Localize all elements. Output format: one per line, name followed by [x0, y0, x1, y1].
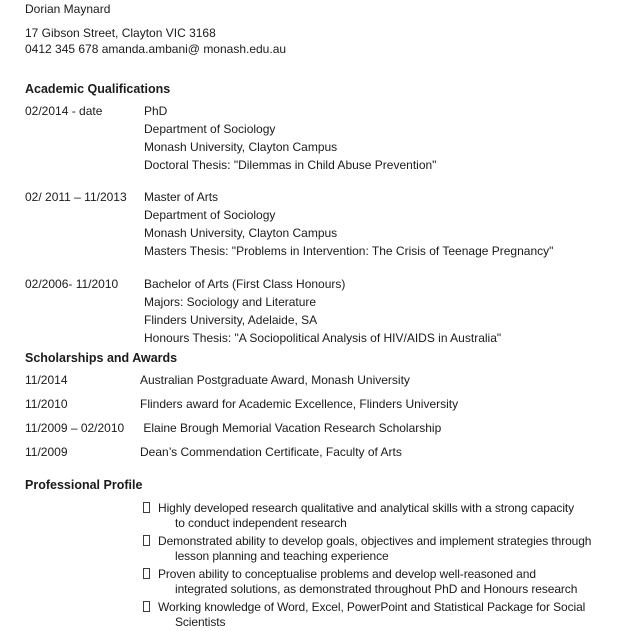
profile-bullet-text: to conduct independent research: [175, 516, 347, 530]
section-title-professional-profile: Professional Profile: [25, 478, 143, 492]
qualification-details: [144, 102, 627, 174]
award-date: 11/2009: [25, 445, 68, 459]
qualification-line: Honours Thesis: "A Sociopolitical Analysis of HIV/AIDS in Australia": [144, 331, 502, 345]
qualification-details: [144, 188, 627, 260]
award-date: 11/2010: [25, 397, 68, 411]
award-entry: [25, 421, 627, 436]
profile-bullet: [25, 600, 627, 630]
profile-bullet-text: Scientists: [175, 615, 226, 629]
profile-bullet-text: lesson planning and teaching experience: [175, 549, 389, 563]
profile-bullet-text: Highly developed research qualitative and analytical skills with a strong capacity: [158, 501, 575, 515]
qualification-entry: [25, 102, 627, 174]
profile-bullet-text: integrated solutions, as demonstrated throughout PhD and Honours research: [175, 582, 578, 596]
address-line: 17 Gibson Street, Clayton VIC 3168: [25, 26, 216, 40]
qualification-entry: [25, 188, 627, 260]
qualification-entry: [25, 275, 627, 347]
phone-email-line: 0412 345 678 amanda.ambani@ monash.edu.au: [25, 42, 287, 56]
missing-glyph-bullet-icon: [143, 568, 150, 579]
missing-glyph-bullet-icon: [143, 601, 150, 612]
profile-bullet-list: [25, 501, 627, 630]
contact-block: [25, 25, 627, 57]
award-text: Flinders award for Academic Excellence, Flinders University: [140, 397, 459, 411]
award-text: Australian Postgraduate Award, Monash University: [140, 373, 410, 387]
award-entry: [25, 445, 627, 460]
qualification-line: PhD: [144, 104, 168, 118]
qualification-date: 02/ 2011 – 11/2013: [25, 190, 127, 204]
qualification-details: [144, 275, 627, 347]
award-entry: [25, 373, 627, 388]
qualification-line: Bachelor of Arts (First Class Honours): [144, 277, 346, 291]
award-entry: [25, 397, 627, 412]
qualification-line: Monash University, Clayton Campus: [144, 226, 338, 240]
profile-bullet: [25, 534, 627, 564]
profile-bullet-text: Demonstrated ability to develop goals, objectives and implement strategies through: [158, 534, 592, 548]
profile-bullet: [25, 501, 627, 531]
section-title-academic-qualifications: Academic Qualifications: [25, 82, 171, 96]
section-title-scholarships-awards: Scholarships and Awards: [25, 351, 178, 365]
profile-bullet-text: Proven ability to conceptualise problems and develop well-reasoned and: [158, 567, 536, 581]
qualification-line: Monash University, Clayton Campus: [144, 140, 338, 154]
qualification-line: Department of Sociology: [144, 122, 276, 136]
qualification-line: Doctoral Thesis: "Dilemmas in Child Abuse Prevention": [144, 158, 437, 172]
missing-glyph-bullet-icon: [143, 535, 150, 546]
qualification-date: 02/2006- 11/2010: [25, 277, 119, 291]
award-text: Elaine Brough Memorial Vacation Research Scholarship: [140, 421, 442, 435]
qualification-line: Flinders University, Adelaide, SA: [144, 313, 318, 327]
award-text: Dean’s Commendation Certificate, Faculty of Arts: [140, 445, 402, 459]
person-name: Dorian Maynard: [25, 2, 111, 16]
award-date: 11/2009 – 02/2010: [25, 421, 125, 435]
profile-bullet: [25, 567, 627, 597]
qualification-line: Masters Thesis: "Problems in Intervention: The Crisis of Teenage Pregnancy": [144, 244, 554, 258]
qualification-line: Master of Arts: [144, 190, 219, 204]
document-page: [25, 2, 627, 630]
qualification-line: Majors: Sociology and Literature: [144, 295, 317, 309]
missing-glyph-bullet-icon: [143, 502, 150, 513]
profile-bullet-text: Working knowledge of Word, Excel, PowerPoint and Statistical Package for Social: [158, 600, 586, 614]
award-date: 11/2014: [25, 373, 68, 387]
qualification-date: 02/2014 - date: [25, 104, 103, 118]
awards-list: [25, 373, 627, 460]
qualification-line: Department of Sociology: [144, 208, 276, 222]
